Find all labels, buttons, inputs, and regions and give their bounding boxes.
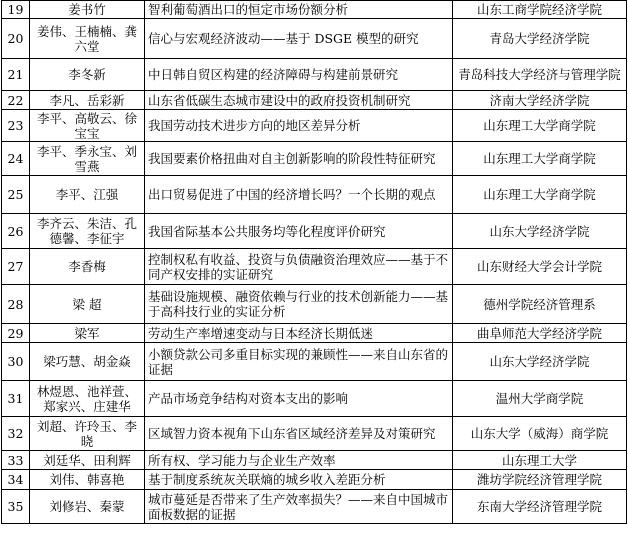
author-cell: 李冬新 — [30, 59, 145, 91]
row-number: 27 — [2, 249, 30, 285]
institution-cell: 山东理工大学商学院 — [453, 110, 627, 142]
title-cell: 出口贸易促进了中国的经济增长吗？一个长期的观点 — [145, 176, 453, 214]
author-cell: 刘廷华、田利辉 — [30, 451, 145, 470]
author-cell: 刘伟、韩喜艳 — [30, 470, 145, 490]
author-cell: 梁军 — [30, 324, 145, 343]
row-number: 20 — [2, 19, 30, 59]
table-row — [2, 470, 627, 490]
table-row — [2, 19, 627, 59]
institution-cell: 曲阜师范大学经济学院 — [453, 324, 627, 343]
institution-cell: 山东财经大学会计学院 — [453, 249, 627, 285]
author-cell: 李凡、岳彩新 — [30, 91, 145, 110]
table-row — [2, 1, 627, 19]
institution-cell: 青岛科技大学经济与管理学院 — [453, 59, 627, 91]
table-row — [2, 324, 627, 343]
title-cell: 产品市场竞争结构对资本支出的影响 — [145, 381, 453, 417]
author-cell: 梁巧慧、胡金焱 — [30, 343, 145, 381]
title-cell: 小额贷款公司多重目标实现的兼顾性——来自山东省的证据 — [145, 343, 453, 381]
institution-cell: 德州学院经济管理系 — [453, 285, 627, 324]
author-cell: 李平、江强 — [30, 176, 145, 214]
row-number: 29 — [2, 324, 30, 343]
author-cell: 姜书竹 — [30, 1, 145, 19]
row-number: 28 — [2, 285, 30, 324]
table-row — [2, 381, 627, 417]
table-row — [2, 417, 627, 451]
institution-cell: 山东理工大学商学院 — [453, 176, 627, 214]
title-cell: 城市蔓延是否带来了生产效率损失？——来自中国城市面板数据的证据 — [145, 490, 453, 524]
author-cell: 李香梅 — [30, 249, 145, 285]
paper-list-table — [1, 0, 627, 524]
author-cell: 李平、高敬云、徐宝宝 — [30, 110, 145, 142]
author-cell: 李齐云、朱洁、孔德馨、李征宇 — [30, 214, 145, 249]
row-number: 32 — [2, 417, 30, 451]
row-number: 23 — [2, 110, 30, 142]
title-cell: 信心与宏观经济波动——基于 DSGE 模型的研究 — [145, 19, 453, 59]
title-cell: 区域智力资本视角下山东省区域经济差异及对策研究 — [145, 417, 453, 451]
institution-cell: 青岛大学经济学院 — [453, 19, 627, 59]
author-cell: 姜伟、王楠楠、龚六堂 — [30, 19, 145, 59]
institution-cell: 山东理工大学 — [453, 451, 627, 470]
table-row — [2, 91, 627, 110]
author-cell: 梁 超 — [30, 285, 145, 324]
table-row — [2, 110, 627, 142]
author-cell: 刘修岩、秦蒙 — [30, 490, 145, 524]
row-number: 26 — [2, 214, 30, 249]
title-cell: 智利葡萄酒出口的恒定市场份额分析 — [145, 1, 453, 19]
table-row — [2, 142, 627, 176]
table-row — [2, 490, 627, 524]
table-row — [2, 59, 627, 91]
table-row — [2, 451, 627, 470]
table-row — [2, 214, 627, 249]
title-cell: 基础设施规模、融资依赖与行业的技术创新能力——基于高科技行业的实证分析 — [145, 285, 453, 324]
title-cell: 山东省低碳生态城市建设中的政府投资机制研究 — [145, 91, 453, 110]
row-number: 22 — [2, 91, 30, 110]
institution-cell: 山东理工大学商学院 — [453, 142, 627, 176]
institution-cell: 山东工商学院经济学院 — [453, 1, 627, 19]
row-number: 25 — [2, 176, 30, 214]
title-cell: 劳动生产率增速变动与日本经济长期低迷 — [145, 324, 453, 343]
title-cell: 所有权、学习能力与企业生产效率 — [145, 451, 453, 470]
table-row — [2, 285, 627, 324]
row-number: 31 — [2, 381, 30, 417]
row-number: 35 — [2, 490, 30, 524]
title-cell: 中日韩自贸区构建的经济障碍与构建前景研究 — [145, 59, 453, 91]
institution-cell: 潍坊学院经济管理学院 — [453, 470, 627, 490]
title-cell: 控制权私有收益、投资与负债融资治理效应——基于不同产权安排的实证研究 — [145, 249, 453, 285]
title-cell: 我国要素价格扭曲对自主创新影响的阶段性特征研究 — [145, 142, 453, 176]
table-row — [2, 249, 627, 285]
institution-cell: 温州大学商学院 — [453, 381, 627, 417]
title-cell: 我国劳动技术进步方向的地区差异分析 — [145, 110, 453, 142]
author-cell: 刘超、许玲玉、李晓 — [30, 417, 145, 451]
institution-cell: 山东大学经济学院 — [453, 343, 627, 381]
row-number: 24 — [2, 142, 30, 176]
row-number: 21 — [2, 59, 30, 91]
title-cell: 我国省际基本公共服务均等化程度评价研究 — [145, 214, 453, 249]
title-cell: 基于制度系统灰关联熵的城乡收入差距分析 — [145, 470, 453, 490]
row-number: 34 — [2, 470, 30, 490]
row-number: 19 — [2, 1, 30, 19]
institution-cell: 山东大学（威海）商学院 — [453, 417, 627, 451]
institution-cell: 东南大学经济管理学院 — [453, 490, 627, 524]
author-cell: 林煜恩、池祥萱、郑家兴、庄建华 — [30, 381, 145, 417]
table-row — [2, 176, 627, 214]
institution-cell: 山东大学经济学院 — [453, 214, 627, 249]
institution-cell: 济南大学经济学院 — [453, 91, 627, 110]
table-row — [2, 343, 627, 381]
author-cell: 李平、季永宝、刘雪燕 — [30, 142, 145, 176]
row-number: 33 — [2, 451, 30, 470]
row-number: 30 — [2, 343, 30, 381]
